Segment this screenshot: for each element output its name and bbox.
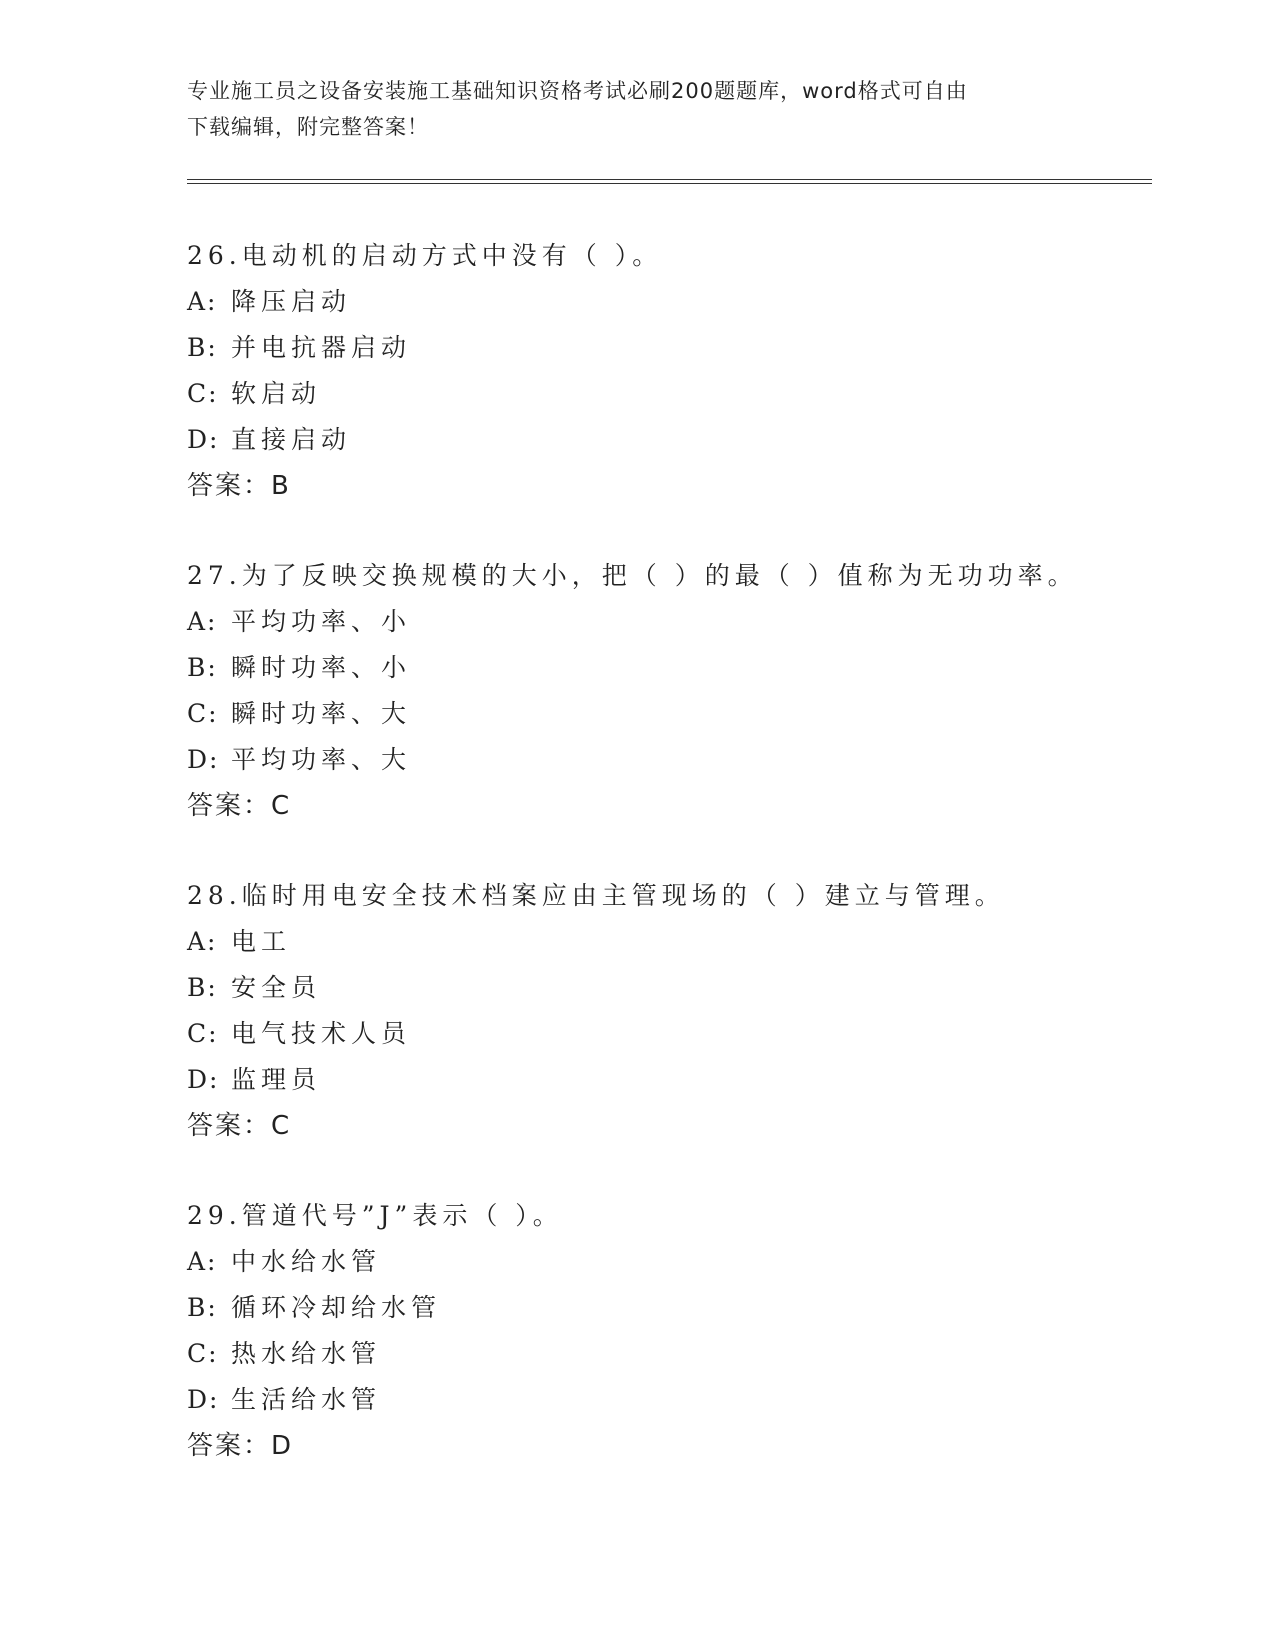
option-letter: B:	[187, 1293, 218, 1322]
option-text: 并电抗器启动	[231, 333, 412, 362]
header-line-1: 专业施工员之设备安装施工基础知识资格考试必刷200题题库，word格式可自由	[187, 79, 968, 103]
answer-line: 答案：C	[187, 1111, 292, 1141]
header-divider-top	[187, 179, 1152, 180]
option-letter: A:	[187, 1247, 218, 1276]
option-c	[187, 691, 1147, 737]
option-letter: B:	[187, 653, 218, 682]
option-text: 直接启动	[231, 425, 352, 454]
option-text: 电气技术人员	[231, 1019, 412, 1048]
option-text: 中水给水管	[231, 1247, 382, 1276]
option-d	[187, 417, 1147, 463]
option-b	[187, 325, 1147, 371]
option-letter: C:	[187, 1339, 219, 1368]
document-header	[187, 73, 1067, 145]
answer-line: 答案：C	[187, 791, 292, 821]
question-block	[187, 1193, 1147, 1469]
answer-line: 答案：D	[187, 1431, 294, 1461]
header-line-2: 下载编辑，附完整答案！	[187, 115, 429, 139]
option-text: 瞬时功率、小	[231, 653, 412, 682]
option-letter: D:	[187, 425, 220, 454]
question-block	[187, 553, 1147, 829]
option-text: 热水给水管	[231, 1339, 382, 1368]
question-stem: 26.电动机的启动方式中没有（ ）。	[187, 241, 663, 270]
option-a	[187, 599, 1147, 645]
option-text: 生活给水管	[231, 1385, 382, 1414]
option-text: 平均功率、小	[231, 607, 412, 636]
option-b	[187, 965, 1147, 1011]
option-letter: B:	[187, 333, 218, 362]
question-block	[187, 233, 1147, 509]
option-text: 平均功率、大	[231, 745, 412, 774]
option-letter: C:	[187, 699, 219, 728]
answer-line: 答案：B	[187, 471, 291, 501]
question-stem: 28.临时用电安全技术档案应由主管现场的（ ）建立与管理。	[187, 881, 1005, 910]
option-c	[187, 1331, 1147, 1377]
option-b	[187, 1285, 1147, 1331]
option-text: 软启动	[231, 379, 322, 408]
option-text: 循环冷却给水管	[231, 1293, 442, 1322]
option-letter: C:	[187, 379, 219, 408]
option-letter: D:	[187, 1065, 220, 1094]
option-text: 监理员	[231, 1065, 322, 1094]
option-letter: D:	[187, 745, 220, 774]
option-c	[187, 1011, 1147, 1057]
option-letter: A:	[187, 607, 218, 636]
option-letter: A:	[187, 927, 218, 956]
option-letter: D:	[187, 1385, 220, 1414]
header-divider-bottom	[187, 183, 1152, 184]
option-a	[187, 919, 1147, 965]
option-a	[187, 1239, 1147, 1285]
option-text: 安全员	[231, 973, 322, 1002]
question-stem: 29.管道代号”J”表示（ ）。	[187, 1201, 563, 1230]
option-letter: B:	[187, 973, 218, 1002]
option-d	[187, 1377, 1147, 1423]
option-b	[187, 645, 1147, 691]
option-letter: A:	[187, 287, 218, 316]
question-block	[187, 873, 1147, 1149]
option-text: 瞬时功率、大	[231, 699, 412, 728]
option-text: 电工	[231, 927, 292, 956]
option-text: 降压启动	[231, 287, 352, 316]
option-letter: C:	[187, 1019, 219, 1048]
question-stem: 27.为了反映交换规模的大小，把（ ）的最（ ）值称为无功功率。	[187, 561, 1078, 590]
option-c	[187, 371, 1147, 417]
option-a	[187, 279, 1147, 325]
option-d	[187, 737, 1147, 783]
option-d	[187, 1057, 1147, 1103]
